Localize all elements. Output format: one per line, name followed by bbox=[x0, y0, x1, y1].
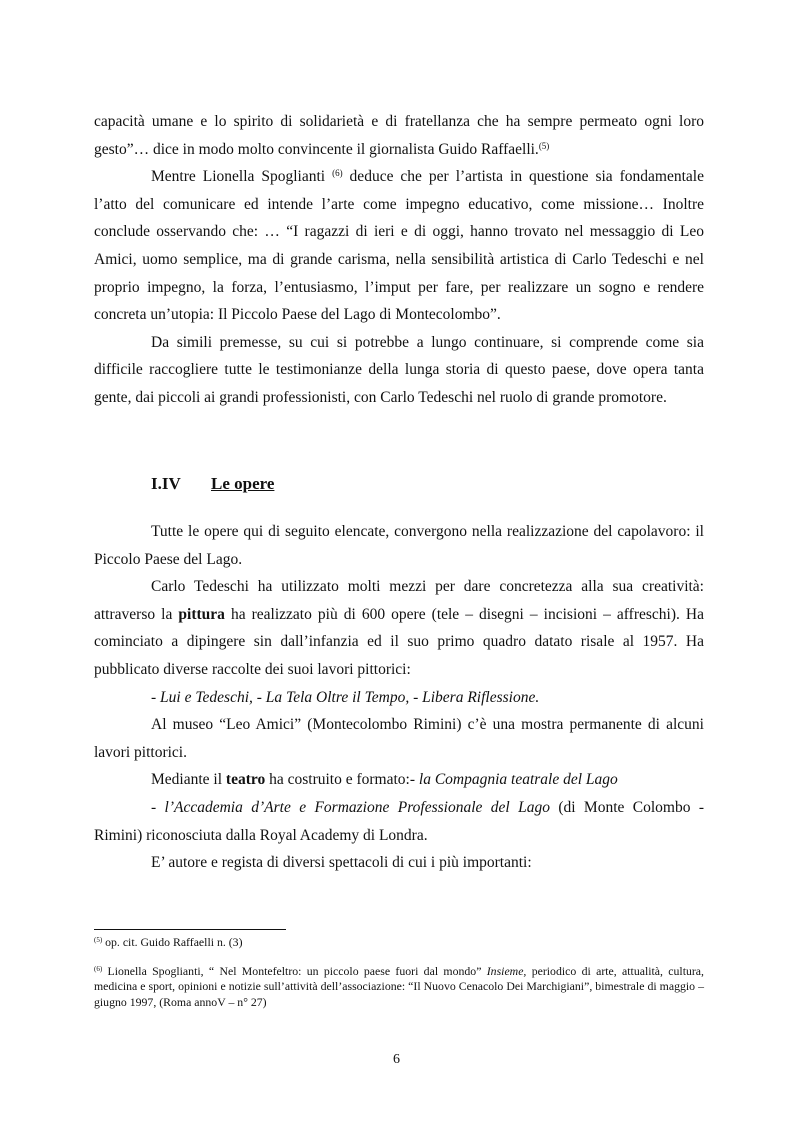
section-number: I.IV bbox=[151, 474, 181, 493]
paragraph: capacità umane e lo spirito di solidarietà e di fratellanza che ha sempre permeato ogni loro gesto”… dice in modo molto convincente il giornalista Guido Raffaelli.$^{(5)}$ bbox=[94, 113, 704, 158]
paragraph: Al museo “Leo Amici” (Montecolombo Rimini) c’è una mostra permanente di alcuni lavori pittorici. bbox=[94, 716, 704, 761]
paragraph: Carlo Tedeschi ha utilizzato molti mezzi per dare concretezza alla sua creatività: attraverso la pittura ha realizzato più di 600 opere (tele – disegni – incisioni – affreschi). Ha cominciato a dipingere sin dall’infanzia ed il suo primo quadro datato risale al 1957. Ha pubblicato diverse raccolte dei suoi lavori pittorici: bbox=[94, 578, 704, 678]
paragraph: Mentre Lionella Spoglianti $^{(6)}$ deduce che per l’artista in questione sia fondamentale l’atto del comunicare ed intende l’arte come impegno educativo, come missione… Inoltre conclude osservando che: … “I ragazzi di ieri e di oggi, hanno trovato nel messaggio di Leo Amici, uomo semplice, ma di grande carisma, nella sensibilità artistica di Carlo Tedeschi e nel proprio impegno, la forza, l’entusiasmo, l’imput per fare, per realizzare un sogno e rendere concreta un’utopia: Il Piccolo Paese del Lago di Montecolombo”. bbox=[94, 168, 704, 324]
footnote-ref[interactable]: (6) bbox=[332, 168, 343, 179]
page-number: 6 bbox=[393, 1052, 400, 1067]
footnote-6: $^{(6)}$ Lionella Spoglianti, “ Nel Montefeltro: un piccolo paese fuori dal mondo” Insieme, periodico di arte, attualità, cultura, medicina e sport, opinioni e notizie sull’attività dell’associazione: “Il Nuovo Cenacolo Dei Marchigiani”, bimestrale di maggio – giugno 1997, (Roma annoV – n° 27) bbox=[94, 964, 704, 1009]
section-heading bbox=[151, 474, 274, 494]
footnote-divider bbox=[94, 929, 286, 930]
paragraph: E’ autore e regista di diversi spettacoli di cui i più importanti: bbox=[151, 854, 532, 872]
section-title: Le opere bbox=[211, 474, 275, 493]
paragraph: - l’Accademia d’Arte e Formazione Professionale del Lago (di Monte Colombo - Rimini) riconosciuta dalla Royal Academy di Londra. bbox=[94, 798, 704, 844]
paragraph: Mediante il teatro ha costruito e formato:- la Compagnia teatrale del Lago bbox=[151, 771, 618, 789]
paragraph-italic-list: - Lui e Tedeschi, - La Tela Oltre il Tempo, - Libera Riflessione. bbox=[151, 688, 540, 706]
footnote-ref[interactable]: (5) bbox=[538, 140, 550, 151]
body-text-section bbox=[94, 518, 704, 877]
paragraph: Tutte le opere qui di seguito elencate, convergono nella realizzazione del capolavoro: il Piccolo Paese del Lago. bbox=[94, 523, 704, 568]
body-text-top bbox=[94, 108, 704, 412]
footnote-5: $^{(5)}$ op. cit. Guido Raffaelli n. (3) bbox=[94, 935, 243, 949]
paragraph: Da simili premesse, su cui si potrebbe a lungo continuare, si comprende come sia difficile raccogliere tutte le testimonianze della lunga storia di questo paese, dove opera tanta gente, dai piccoli ai grandi professionisti, con Carlo Tedeschi nel ruolo di grande promotore. bbox=[94, 333, 704, 406]
